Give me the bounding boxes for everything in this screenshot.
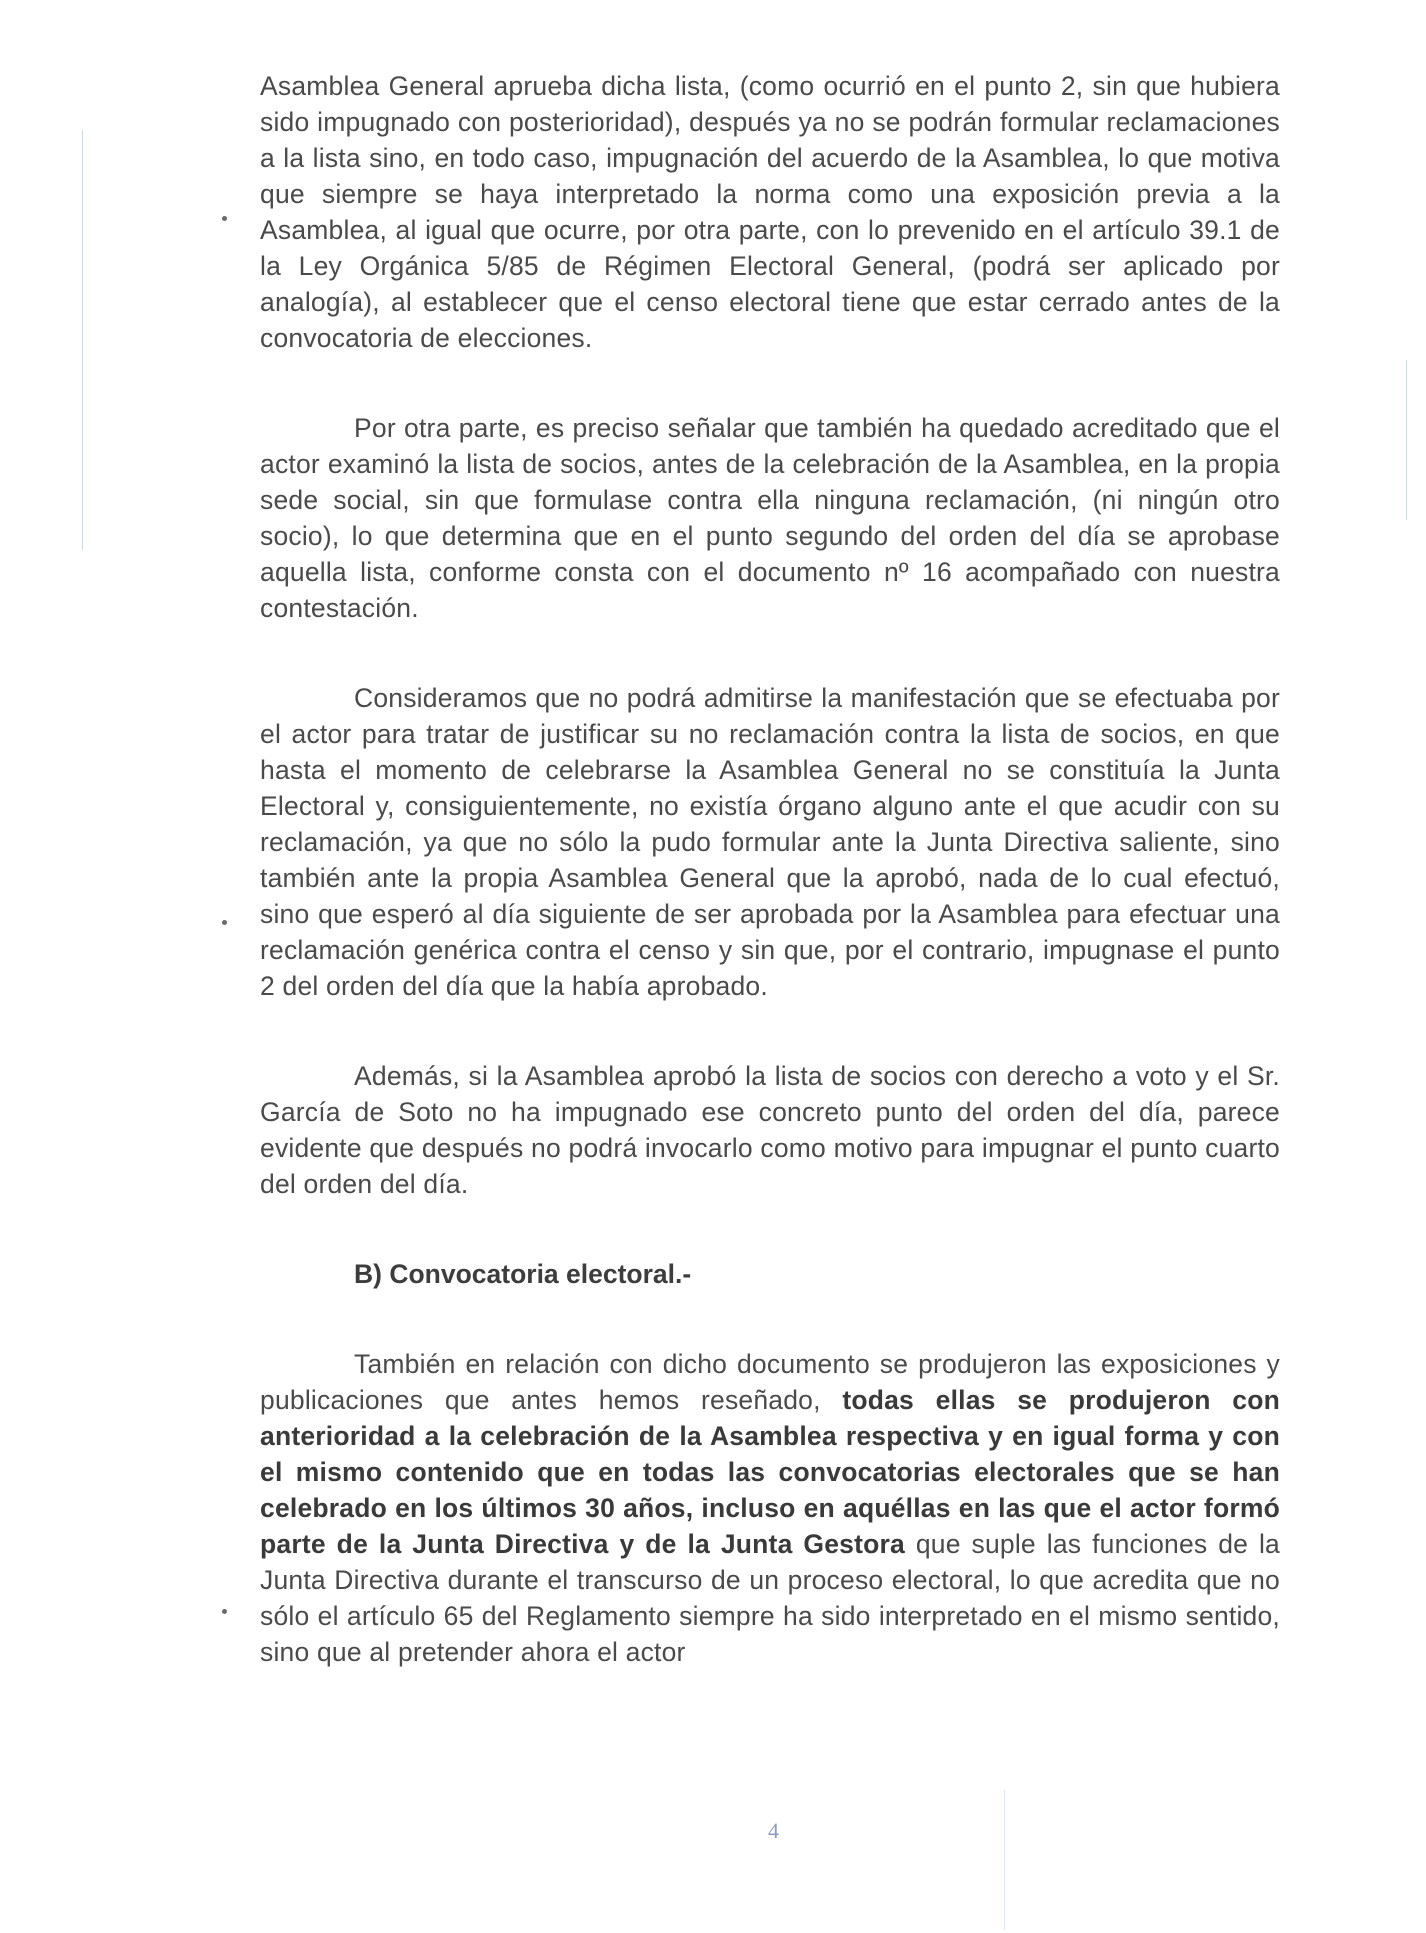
paragraph-5-start: También en relación con dicho documento se produjeron las exposiciones y publicaciones que antes hemos reseñado,	[260, 1349, 1280, 1415]
document-body	[260, 68, 1280, 1670]
margin-dot	[222, 1609, 227, 1614]
paragraph-5-bold: todas ellas se produjeron con anterioridad a la celebración de la Asamblea respectiva y en igual forma y con el mismo contenido que en todas las convocatorias electorales que se han celebrado en los últimos 30 años, incluso en aquéllas en las que el actor formó parte de la Junta Directiva y de la Junta Gestora	[260, 1385, 1280, 1559]
margin-dot	[222, 920, 227, 925]
section-heading-b: B) Convocatoria electoral.-	[354, 1259, 692, 1289]
scan-artifact-line	[1406, 360, 1407, 520]
page-number: 4	[768, 1818, 779, 1843]
margin-dot	[222, 216, 227, 221]
scan-artifact-line	[82, 130, 83, 550]
paragraph-2: Por otra parte, es preciso señalar que también ha quedado acreditado que el actor examinó la lista de socios, antes de la celebración de la Asamblea, en la propia sede social, sin que formulase contra ella ninguna reclamación, (ni ningún otro socio), lo que determina que en el punto segundo del orden del día se aprobase aquella lista, conforme consta con el documento nº 16 acompañado con nuestra contestación.	[260, 413, 1280, 623]
paragraph-3: Consideramos que no podrá admitirse la manifestación que se efectuaba por el actor para tratar de justificar su no reclamación contra la lista de socios, en que hasta el momento de celebrarse la Asamblea General no se constituía la Junta Electoral y, consiguientemente, no existía órgano alguno ante el que acudir con su reclamación, ya que no sólo la pudo formular ante la Junta Directiva saliente, sino también ante la propia Asamblea General que la aprobó, nada de lo cual efectuó, sino que esperó al día siguiente de ser aprobada por la Asamblea para efectuar una reclamación genérica contra el censo y sin que, por el contrario, impugnase el punto 2 del orden del día que la había aprobado.	[260, 683, 1280, 1001]
paragraph-5	[260, 1346, 1280, 1670]
paragraph-5-end: que suple las funciones de la Junta Directiva durante el transcurso de un proceso electoral, lo que acredita que no sólo el artículo 65 del Reglamento siempre ha sido interpretado en el mismo sentido, sino que al pretender ahora el actor	[260, 1529, 1280, 1667]
scan-artifact-line	[1004, 1790, 1005, 1930]
paragraph-1: Asamblea General aprueba dicha lista, (como ocurrió en el punto 2, sin que hubiera sido impugnado con posterioridad), después ya no se podrán formular reclamaciones a la lista sino, en todo caso, impugnación del acuerdo de la Asamblea, lo que motiva que siempre se haya interpretado la norma como una exposición previa a la Asamblea, al igual que ocurre, por otra parte, con lo prevenido en el artículo 39.1 de la Ley Orgánica 5/85 de Régimen Electoral General, (podrá ser aplicado por analogía), al establecer que el censo electoral tiene que estar cerrado antes de la convocatoria de elecciones.	[260, 71, 1280, 353]
paragraph-4: Además, si la Asamblea aprobó la lista de socios con derecho a voto y el Sr. García de Soto no ha impugnado ese concreto punto del orden del día, parece evidente que después no podrá invocarlo como motivo para impugnar el punto cuarto del orden del día.	[260, 1061, 1280, 1199]
